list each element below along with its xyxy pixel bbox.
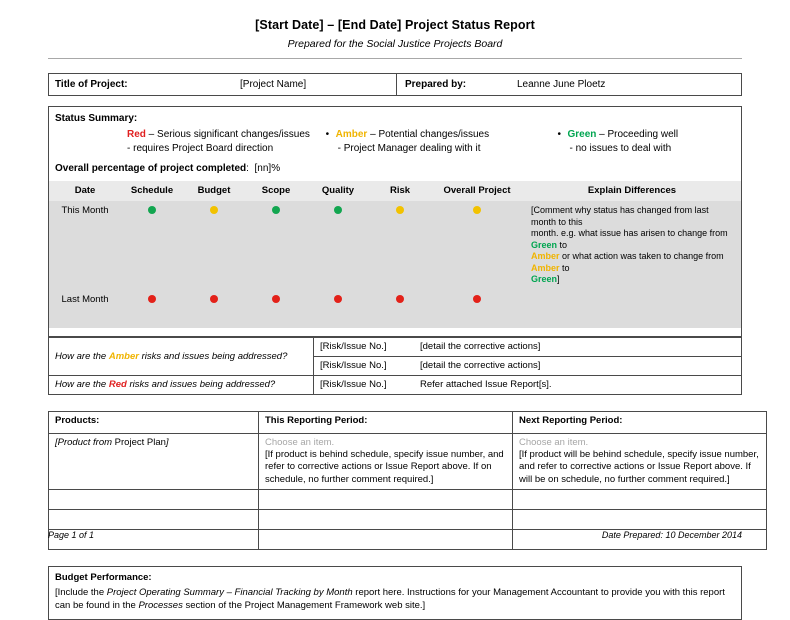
legend-sub-amber: - Project Manager dealing with it bbox=[337, 143, 481, 154]
status-dot-red-icon bbox=[396, 295, 404, 303]
budget-performance-text bbox=[55, 587, 735, 612]
status-dot-red-icon bbox=[272, 295, 280, 303]
column-header-date: Date bbox=[49, 181, 121, 201]
risk-action-1: [detail the corrective actions] bbox=[420, 341, 541, 353]
legend-bullet-icon-amber: • bbox=[325, 129, 330, 140]
risk-question-prefix: How are the bbox=[55, 350, 109, 362]
status-summary-heading: Status Summary: bbox=[55, 113, 138, 124]
legend-desc-green: – Proceeding well bbox=[596, 129, 679, 140]
risk-question-red bbox=[49, 375, 314, 394]
legend-word-amber: Amber bbox=[335, 129, 368, 140]
explain-line-4b: ] bbox=[557, 274, 560, 285]
status-cell-quality-last[interactable] bbox=[307, 290, 369, 328]
column-header-this-reporting-period: This Reporting Period: bbox=[259, 411, 513, 433]
status-dot-red-icon bbox=[210, 295, 218, 303]
column-header-overall-project: Overall Project bbox=[431, 181, 523, 201]
row-label-last-month: Last Month bbox=[49, 290, 121, 328]
status-dot-green-icon bbox=[148, 206, 156, 214]
budget-text-part-1: [Include the bbox=[55, 586, 107, 598]
budget-performance-heading: Budget Performance: bbox=[55, 572, 152, 584]
table-row bbox=[49, 337, 742, 356]
status-dot-red-icon bbox=[148, 295, 156, 303]
this-period-cell[interactable] bbox=[259, 433, 513, 490]
status-cell-scope-this[interactable] bbox=[245, 201, 307, 290]
page-title: [Start Date] – [End Date] Project Status Report bbox=[255, 18, 535, 32]
explain-line-1: [Comment why status has changed from last month to this bbox=[531, 205, 709, 227]
products-header-row bbox=[49, 411, 767, 433]
page-footer bbox=[48, 530, 742, 540]
explain-word-green-2: Green bbox=[531, 274, 558, 285]
explain-word-green-1: Green bbox=[531, 239, 558, 250]
table-row bbox=[49, 490, 767, 510]
product-name-cell-empty[interactable] bbox=[49, 490, 259, 510]
column-header-budget: Budget bbox=[183, 181, 245, 201]
legend-word-green: Green bbox=[567, 129, 597, 140]
explain-line-2a: month. e.g. what issue has arisen to change from bbox=[531, 228, 728, 239]
status-cell-risk-last[interactable] bbox=[369, 290, 431, 328]
risk-question-word-red: Red bbox=[108, 379, 127, 391]
status-cell-budget-last[interactable] bbox=[183, 290, 245, 328]
risk-issue-number-3: [Risk/Issue No.] bbox=[320, 379, 387, 391]
title-of-project-label: Title of Project: bbox=[55, 79, 128, 90]
next-period-cell-empty[interactable] bbox=[513, 510, 767, 530]
column-header-scope: Scope bbox=[245, 181, 307, 201]
risk-answer-1[interactable] bbox=[314, 337, 742, 356]
next-period-cell[interactable] bbox=[513, 433, 767, 490]
budget-text-italic-2: Processes bbox=[138, 599, 183, 611]
percent-complete-line: Overall percentage of project completed: [nn]% bbox=[55, 163, 281, 174]
legend-item-green bbox=[557, 129, 741, 154]
row-label-this-month: This Month bbox=[49, 201, 121, 290]
budget-text-part-3: section of the Project Management Framework web site.] bbox=[182, 599, 426, 611]
status-dot-amber-icon bbox=[473, 206, 481, 214]
risk-question-suffix-red: risks and issues being addressed? bbox=[126, 379, 276, 391]
explain-line-3b: to bbox=[559, 262, 570, 273]
risk-question-prefix-red: How are the bbox=[55, 379, 109, 391]
product-name-part-2: Project Plan bbox=[114, 436, 166, 448]
risk-issue-table bbox=[48, 337, 742, 395]
header-divider bbox=[48, 58, 742, 59]
project-title-row bbox=[48, 73, 742, 96]
status-cell-schedule-this[interactable] bbox=[121, 201, 183, 290]
budget-text-italic-1: Project Operating Summary – Financial Tracking by Month bbox=[106, 586, 353, 598]
status-cell-overall-this[interactable] bbox=[431, 201, 523, 290]
this-period-cell-empty[interactable] bbox=[259, 510, 513, 530]
column-header-schedule: Schedule bbox=[121, 181, 183, 201]
status-cell-risk-this[interactable] bbox=[369, 201, 431, 290]
next-period-cell-empty[interactable] bbox=[513, 490, 767, 510]
explain-line-2b: to bbox=[557, 239, 568, 250]
status-cell-quality-this[interactable] bbox=[307, 201, 369, 290]
status-dot-red-icon bbox=[473, 295, 481, 303]
explain-differences-cell[interactable] bbox=[523, 201, 741, 290]
legend-desc-red: – Serious significant changes/issues bbox=[145, 129, 310, 140]
prepared-by-value[interactable]: Leanne June Ploetz bbox=[517, 79, 606, 90]
risk-question-suffix: risks and issues being addressed? bbox=[138, 350, 288, 362]
status-dot-red-icon bbox=[334, 295, 342, 303]
status-cell-schedule-last[interactable] bbox=[121, 290, 183, 328]
status-summary-box bbox=[48, 106, 742, 337]
status-row-last-month bbox=[49, 290, 741, 328]
status-dot-green-icon bbox=[334, 206, 342, 214]
page-subtitle: Prepared for the Social Justice Projects Board bbox=[287, 38, 503, 50]
this-period-cell-empty[interactable] bbox=[259, 490, 513, 510]
project-name-value[interactable]: [Project Name] bbox=[240, 79, 307, 90]
budget-performance-box bbox=[48, 566, 742, 620]
explain-differences-spacer bbox=[523, 290, 741, 328]
legend-item-amber bbox=[326, 129, 558, 154]
product-name-cell-empty[interactable] bbox=[49, 510, 259, 530]
legend-word-red: Red bbox=[127, 129, 146, 140]
risk-answer-2[interactable] bbox=[314, 356, 742, 375]
footer-date-prepared: Date Prepared: 10 December 2014 bbox=[601, 530, 742, 540]
column-header-next-reporting-period: Next Reporting Period: bbox=[513, 411, 767, 433]
status-cell-budget-this[interactable] bbox=[183, 201, 245, 290]
risk-answer-3[interactable] bbox=[314, 375, 742, 394]
status-grid bbox=[49, 181, 741, 328]
risk-issue-number-2: [Risk/Issue No.] bbox=[320, 360, 387, 372]
legend-bullet-icon-green: • bbox=[557, 129, 561, 140]
status-cell-scope-last[interactable] bbox=[245, 290, 307, 328]
status-grid-header-row bbox=[49, 181, 741, 201]
status-legend bbox=[49, 129, 741, 154]
column-header-risk: Risk bbox=[369, 181, 431, 201]
product-name-part-1: [Product from bbox=[55, 436, 115, 448]
explain-word-amber-1: Amber bbox=[531, 251, 560, 262]
this-period-choose-dropdown[interactable]: Choose an item. bbox=[265, 436, 335, 448]
status-cell-overall-last[interactable] bbox=[431, 290, 523, 328]
product-name-cell[interactable] bbox=[49, 433, 259, 490]
column-header-explain-differences: Explain Differences bbox=[523, 181, 741, 201]
explain-line-3a: or what action was taken to change from bbox=[559, 251, 724, 262]
legend-sub-green: - no issues to deal with bbox=[569, 143, 672, 154]
status-dot-amber-icon bbox=[396, 206, 404, 214]
table-row bbox=[49, 375, 742, 394]
table-row bbox=[49, 433, 767, 490]
budget-text-part-2: report here. Instructions for your Management Accountant to provide you with this report can be found in the bbox=[55, 586, 725, 611]
risk-action-3: Refer attached Issue Report[s]. bbox=[420, 379, 552, 391]
legend-desc-amber: – Potential changes/issues bbox=[367, 129, 490, 140]
risk-issue-number-1: [Risk/Issue No.] bbox=[320, 341, 387, 353]
document-header bbox=[0, 0, 790, 50]
percent-complete-value[interactable]: [nn]% bbox=[254, 163, 281, 174]
column-header-products: Products: bbox=[49, 411, 259, 433]
column-header-quality: Quality bbox=[307, 181, 369, 201]
risk-action-2: [detail the corrective actions] bbox=[420, 360, 541, 372]
status-row-this-month bbox=[49, 201, 741, 290]
percent-complete-label: Overall percentage of project completed bbox=[55, 163, 247, 174]
risk-question-amber bbox=[49, 337, 314, 375]
next-period-choose-dropdown[interactable]: Choose an item. bbox=[519, 436, 589, 448]
legend-sub-red: - requires Project Board direction bbox=[127, 143, 274, 154]
status-dot-green-icon bbox=[272, 206, 280, 214]
product-name-part-3: ] bbox=[165, 436, 169, 448]
explain-word-amber-2: Amber bbox=[531, 262, 560, 273]
legend-item-red bbox=[55, 129, 326, 154]
prepared-by-label: Prepared by: bbox=[396, 74, 511, 95]
table-row bbox=[49, 510, 767, 530]
risk-question-word-amber: Amber bbox=[108, 350, 139, 362]
footer-page-number: Page 1 of 1 bbox=[48, 530, 95, 540]
status-dot-amber-icon bbox=[210, 206, 218, 214]
this-period-instruction: [If product is behind schedule, specify issue number, and refer to corrective actions or Issue Report above. If on schedule, no further comment required.] bbox=[265, 448, 504, 485]
next-period-instruction: [If product will be behind schedule, specify issue number, and refer to corrective actions or Issue Report above. If will be on schedule, no further comment required.] bbox=[519, 448, 759, 485]
